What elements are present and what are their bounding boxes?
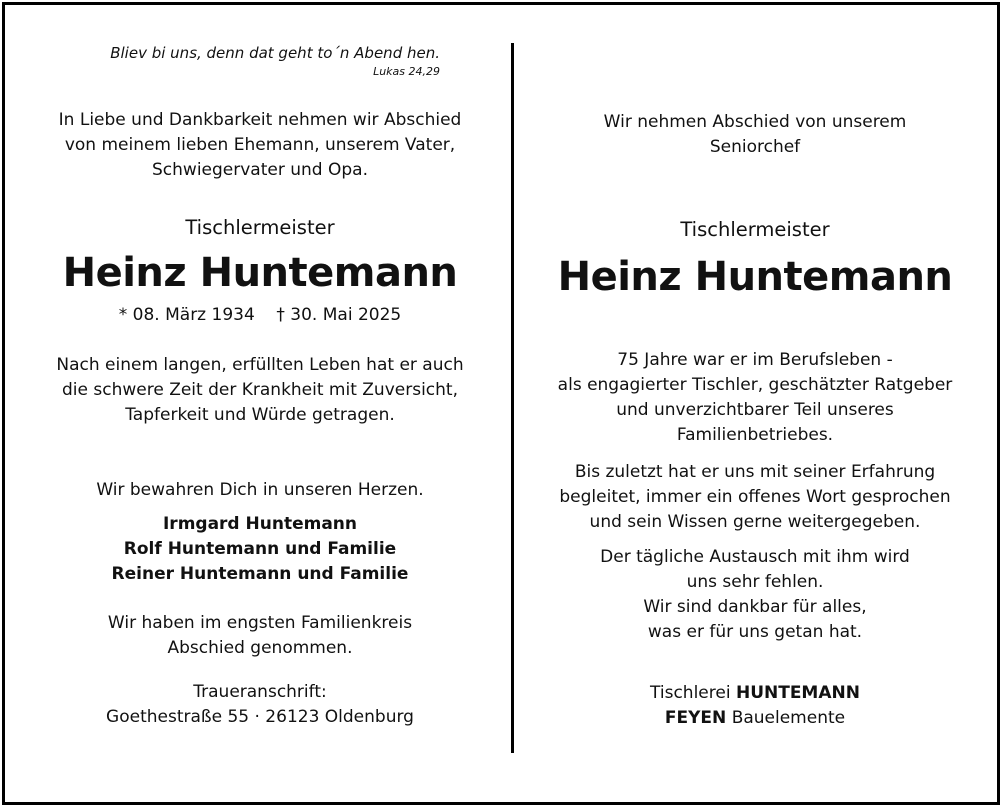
firm-name: HUNTEMANN <box>735 683 860 703</box>
deceased-title: Tischlermeister <box>680 218 830 241</box>
column-divider <box>511 43 514 753</box>
firm-line-2: FEYEN Bauelemente <box>664 708 846 728</box>
motto-quote: Bliev bi uns, denn dat geht to´n Abend hen. <box>110 44 440 62</box>
motto-reference: Lukas 24,29 <box>373 65 440 78</box>
firm-name: FEYEN <box>664 708 727 728</box>
company-signature <box>535 681 975 731</box>
firm-line-1: Tischlerei HUNTEMANN <box>650 683 860 703</box>
mourner: Reiner Huntemann und Familie <box>111 564 409 584</box>
mourner: Rolf Huntemann und Familie <box>123 539 397 559</box>
private-burial-note: Wir haben im engsten Familienkreis Abschied genommen. <box>107 613 413 658</box>
company-notice <box>535 0 975 805</box>
company-intro: Wir nehmen Abschied von unserem Seniorchef <box>603 112 907 157</box>
address-line: Goethestraße 55 · 26123 Oldenburg <box>106 707 414 727</box>
tribute-text: Nach einem langen, erfüllten Leben hat er auch die schwere Zeit der Krankheit mit Zuversicht, Tapferkeit und Würde getragen. <box>56 355 464 425</box>
address-label: Traueranschrift: <box>193 682 327 702</box>
life-dates: * 08. März 1934 † 30. Mai 2025 <box>118 305 402 325</box>
mourning-address <box>30 680 490 730</box>
family-notice <box>30 0 490 805</box>
deceased-title: Tischlermeister <box>185 216 335 239</box>
farewell-line: Wir bewahren Dich in unseren Herzen. <box>96 480 424 500</box>
experience-paragraph: Bis zuletzt hat er uns mit seiner Erfahrung begleitet, immer ein offenes Wort gesprochen und sein Wissen gerne weitergegeben. <box>559 462 951 532</box>
gratitude-paragraph: Der tägliche Austausch mit ihm wird uns sehr fehlen. Wir sind dankbar für alles, was er für uns getan hat. <box>600 547 910 642</box>
deceased-name: Heinz Huntemann <box>62 250 458 296</box>
career-paragraph: 75 Jahre war er im Berufsleben - als engagierter Tischler, geschätzter Ratgeber und unverzichtbarer Teil unseres Familienbetriebes. <box>557 350 953 445</box>
mourners-list <box>30 512 490 587</box>
family-intro: In Liebe und Dankbarkeit nehmen wir Abschied von meinem lieben Ehemann, unserem Vater, Schwiegervater und Opa. <box>58 110 462 180</box>
deceased-name: Heinz Huntemann <box>557 254 953 300</box>
mourner: Irmgard Huntemann <box>162 514 357 534</box>
